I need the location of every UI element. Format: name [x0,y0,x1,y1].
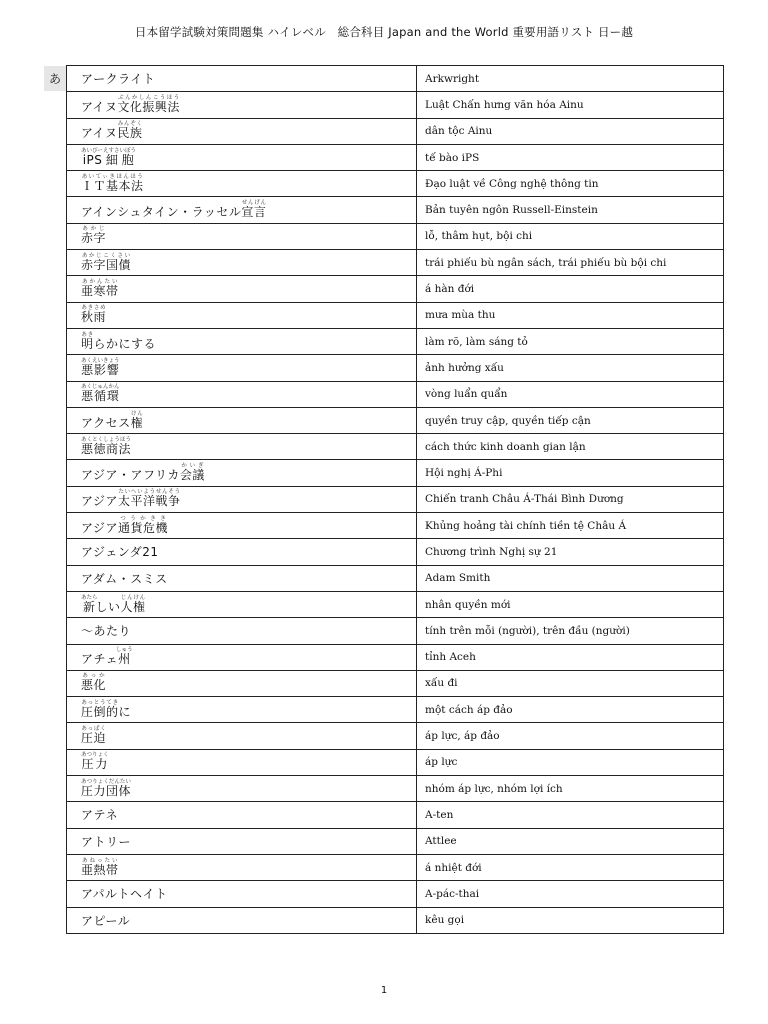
furigana: あっか [81,673,107,680]
term-with-furigana: iPS細胞あいぴーえすさいぼう [81,147,137,167]
term-with-furigana: 悪影響あくえいきょう [81,357,120,377]
vietnamese-translation: A-ten [417,802,724,828]
glossary-body [67,66,724,934]
furigana: かいぎ [179,463,205,470]
term-text: アチェ [81,652,119,667]
japanese-term [67,302,417,328]
japanese-term [67,250,417,276]
term-text: アジア [81,520,119,535]
section-tab-a: あ [44,66,66,91]
vietnamese-translation: áp lực, áp đảo [417,723,724,749]
japanese-term [67,276,417,302]
term-text: らかにする [93,336,157,351]
furigana: あかじこくさい [81,252,131,259]
table-row [67,828,724,854]
vietnamese-translation: Chương trình Nghị sự 21 [417,539,724,565]
furigana: みんぞく [117,121,143,128]
japanese-term [67,171,417,197]
vietnamese-translation: xấu đi [417,670,724,696]
term-with-furigana: 赤字国債あかじこくさい [81,252,132,272]
term-with-furigana: 新あたら [81,594,98,614]
term-with-furigana: 会議かいぎ [179,463,205,483]
table-row [67,434,724,460]
page-header: 日本留学試験対策問題集 ハイレベル 総合科目 Japan and the World 重要用語リスト 日ー越 [134,25,634,39]
vietnamese-translation: A-pác-thai [417,881,724,907]
japanese-term [67,223,417,249]
table-row [67,697,724,723]
japanese-term [67,697,417,723]
vietnamese-translation: á hàn đới [417,276,724,302]
japanese-term [67,407,417,433]
term-text: アイヌ [81,99,118,114]
furigana: あきさめ [81,305,107,312]
term-text: アジア・アフリカ [81,468,180,483]
table-row [67,302,724,328]
vietnamese-translation: á nhiệt đới [417,854,724,880]
japanese-term [67,144,417,170]
furigana: あつりょく [81,752,109,759]
table-row [67,644,724,670]
furigana: あくとくしょうほう [81,436,131,443]
japanese-term [67,118,417,144]
term-text: アークライト [81,72,156,87]
vietnamese-translation: lỗ, thâm hụt, bội chi [417,223,724,249]
japanese-term [67,66,417,92]
furigana: あかんたい [81,279,119,286]
vietnamese-translation: cách thức kinh doanh gian lận [417,434,724,460]
japanese-term [67,92,417,118]
vietnamese-translation: Bản tuyên ngôn Russell-Einstein [417,197,724,223]
furigana: ぶんかしんこうほう [117,94,180,101]
vietnamese-translation: Chiến tranh Châu Á-Thái Bình Dương [417,486,724,512]
furigana: せんげん [241,200,267,207]
vietnamese-translation: Arkwright [417,66,724,92]
table-row [67,881,724,907]
term-with-furigana: 権けん [130,410,144,430]
vietnamese-translation: trái phiếu bù ngân sách, trái phiếu bù bội chi [417,250,724,276]
table-row [67,565,724,591]
japanese-term [67,381,417,407]
table-row [67,460,724,486]
vietnamese-translation: áp lực [417,749,724,775]
term-text: アピール [81,913,131,928]
term-text: アジア [81,494,119,509]
vietnamese-translation: nhóm áp lực, nhóm lợi ích [417,776,724,802]
vietnamese-translation: mưa mùa thu [417,302,724,328]
table-row [67,591,724,617]
japanese-term [67,881,417,907]
vietnamese-translation: Luật Chấn hưng văn hóa Ainu [417,92,724,118]
table-row [67,749,724,775]
vietnamese-translation: Attlee [417,828,724,854]
table-row [67,250,724,276]
vietnamese-translation: Khủng hoảng tài chính tiền tệ Châu Á [417,513,724,539]
table-row [67,197,724,223]
japanese-term [67,828,417,854]
vietnamese-translation: dân tộc Ainu [417,118,724,144]
table-row [67,486,724,512]
term-text: アクセス [81,415,131,430]
vietnamese-translation: kêu gọi [417,907,724,933]
term-with-furigana: 赤字あかじ [81,226,107,246]
term-with-furigana: 圧倒的あっとうてき [81,699,119,719]
table-row [67,802,724,828]
term-with-furigana: 圧迫あっぱく [81,726,107,746]
term-with-furigana: 通貨危機つうかきき [118,515,169,535]
term-with-furigana: 州しゅう [116,647,133,667]
furigana: あいてぃきほんほう [81,173,144,180]
term-text: アテネ [81,808,119,823]
term-with-furigana: 文化振興法ぶんかしんこうほう [117,94,180,114]
japanese-term [67,355,417,381]
vietnamese-translation: vòng luẩn quẩn [417,381,724,407]
term-text: アパルトヘイト [81,887,168,902]
japanese-term [67,565,417,591]
furigana: つうかきき [118,515,169,522]
page-number: 1 [380,985,388,996]
furigana: たいへいようせんそう [118,489,181,496]
japanese-term [67,486,417,512]
japanese-term [67,513,417,539]
vietnamese-translation: ảnh hưởng xấu [417,355,724,381]
table-row [67,328,724,354]
table-row [67,223,724,249]
table-row [67,854,724,880]
table-row [67,723,724,749]
japanese-term [67,591,417,617]
japanese-term [67,670,417,696]
table-row [67,144,724,170]
furigana: あくじゅんかん [81,384,120,391]
term-text: しい [95,599,121,614]
table-row [67,907,724,933]
table-row [67,539,724,565]
japanese-term [67,749,417,775]
term-with-furigana: 宣言せんげん [241,200,267,220]
vietnamese-translation: tỉnh Aceh [417,644,724,670]
vietnamese-translation: một cách áp đảo [417,697,724,723]
furigana: しゅう [116,647,133,654]
table-row [67,381,724,407]
japanese-term [67,197,417,223]
table-row [67,618,724,644]
furigana: あっぱく [81,726,106,733]
table-row [67,118,724,144]
vietnamese-translation: nhân quyền mới [417,591,724,617]
table-row [67,66,724,92]
term-with-furigana: 悪循環あくじゅんかん [81,384,120,404]
japanese-term [67,854,417,880]
term-with-furigana: 悪化あっか [81,673,107,693]
furigana: あたら [81,594,98,601]
table-row [67,776,724,802]
japanese-term [67,907,417,933]
term-with-furigana: 亜熱帯あねったい [81,857,119,877]
term-text: に [118,704,132,719]
table-row [67,355,724,381]
table-row [67,407,724,433]
japanese-term [67,802,417,828]
term-with-furigana: 圧力団体あつりょくだんたい [81,778,132,798]
term-with-furigana: 明あき [81,331,94,351]
term-with-furigana: 太平洋戦争たいへいようせんそう [118,489,181,509]
vietnamese-translation: Hội nghị Á-Phi [417,460,724,486]
furigana: あいぴーえすさいぼう [81,147,137,154]
table-row [67,171,724,197]
furigana: じんけん [120,594,146,601]
furigana: けん [130,410,144,417]
japanese-term [67,434,417,460]
japanese-term [67,723,417,749]
vietnamese-translation: làm rõ, làm sáng tỏ [417,328,724,354]
japanese-term [67,460,417,486]
term-with-furigana: 民族みんぞく [117,121,143,141]
term-text: アイヌ [81,126,118,141]
table-row [67,92,724,118]
term-with-furigana: 人権じんけん [120,594,146,614]
term-with-furigana: 亜寒帯あかんたい [81,279,119,299]
japanese-term [67,328,417,354]
vietnamese-translation: tính trên mỗi (người), trên đầu (người) [417,618,724,644]
furigana: あねったい [81,857,119,864]
term-text: アジェンダ21 [81,545,159,560]
vietnamese-translation: Adam Smith [417,565,724,591]
table-row [67,513,724,539]
furigana: あつりょくだんたい [81,778,131,785]
furigana: あかじ [81,226,106,233]
table-row [67,670,724,696]
table-row [67,276,724,302]
vietnamese-translation: tế bào iPS [417,144,724,170]
term-with-furigana: 圧力あつりょく [81,752,109,772]
term-text: ～あたり [81,624,132,639]
term-with-furigana: 秋雨あきさめ [81,305,107,325]
glossary-table [66,65,724,934]
term-text: アインシュタイン・ラッセル [81,205,242,220]
japanese-term [67,644,417,670]
furigana: あき [81,331,94,338]
term-text: アトリー [81,834,132,849]
furigana: あくえいきょう [81,357,120,364]
term-text: アダム・スミス [81,571,168,586]
japanese-term [67,776,417,802]
japanese-term [67,618,417,644]
term-with-furigana: 悪徳商法あくとくしょうほう [81,436,132,456]
furigana: あっとうてき [81,699,119,706]
vietnamese-translation: Đạo luật về Công nghệ thông tin [417,171,724,197]
term-with-furigana: ＩＴ基本法あいてぃきほんほう [81,173,144,193]
vietnamese-translation: quyền truy cập, quyền tiếp cận [417,407,724,433]
japanese-term [67,539,417,565]
